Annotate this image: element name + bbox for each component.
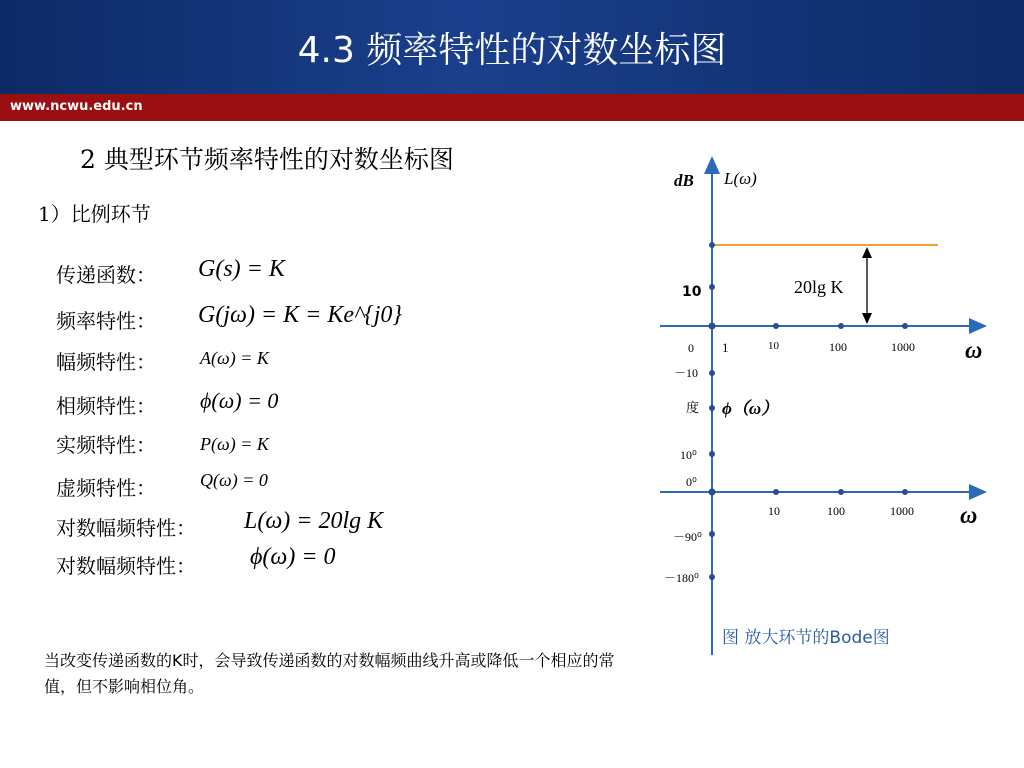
subsection-title: 1）比例环节 — [38, 202, 151, 226]
formula: Q(ω) = 0 — [200, 470, 268, 490]
data-point — [838, 489, 844, 495]
property-label: 对数幅频特性： — [56, 554, 196, 578]
property-label: 幅频特性： — [56, 350, 156, 374]
property-label: 对数幅频特性： — [56, 516, 196, 540]
formula: P(ω) = K — [200, 434, 269, 454]
tick-label: －180⁰ — [664, 571, 699, 585]
note-text: 当改变传递函数的K时，会导致传递函数的对数幅频曲线升高或降低一个相应的常值，但不影响相位角。 — [44, 651, 615, 696]
formula: A(ω) = K — [200, 348, 269, 368]
arrow-head-up — [862, 247, 872, 258]
property-label: 传递函数： — [56, 263, 156, 287]
property-label: 频率特性： — [56, 309, 156, 333]
tick-label: 1000 — [891, 340, 915, 354]
y-axis-label: L(ω) — [724, 169, 757, 188]
formula: L(ω) = 20lg K — [244, 508, 384, 534]
tick-label: 0 — [688, 341, 694, 355]
formula: ϕ(ω) = 0 — [200, 388, 279, 413]
slide-title: 4.3 频率特性的对数坐标图 — [297, 30, 727, 71]
data-point — [709, 242, 715, 248]
data-point — [773, 489, 779, 495]
tick-label: 10 — [768, 504, 780, 518]
tick-label: 10 — [682, 284, 702, 300]
site-url: www.ncwu.edu.cn — [10, 99, 143, 114]
data-point — [838, 323, 844, 329]
formula: G(jω) = K = Ke^{j0} — [198, 302, 402, 328]
data-point — [709, 284, 715, 290]
data-point — [709, 405, 715, 411]
data-point — [709, 531, 715, 537]
tick-label: 100 — [827, 504, 845, 518]
unit-label: 度 — [686, 401, 700, 416]
data-point — [709, 489, 716, 496]
data-point — [709, 451, 715, 457]
property-label: 实频特性： — [56, 433, 156, 457]
tick-label: －90⁰ — [673, 530, 702, 544]
tick-label: 10 — [768, 340, 779, 352]
data-point — [709, 370, 715, 376]
unit-label: dB — [674, 171, 694, 190]
y-axis-label: ϕ（ω） — [722, 399, 779, 418]
data-point — [902, 489, 908, 495]
section-title: 2 典型环节频率特性的对数坐标图 — [80, 145, 454, 174]
data-point — [709, 574, 715, 580]
property-label: 相频特性： — [56, 394, 156, 418]
tick-label: 0⁰ — [686, 475, 697, 489]
tick-label: 100 — [829, 340, 847, 354]
data-point — [773, 323, 779, 329]
tick-label: －10 — [674, 366, 699, 380]
property-label: 虚频特性： — [56, 476, 156, 500]
x-axis-label: ω — [965, 338, 983, 364]
x-axis-label: ω — [960, 503, 978, 529]
tick-label: 1 — [722, 340, 729, 355]
formula: ϕ(ω) = 0 — [250, 544, 336, 570]
tick-label: 1000 — [890, 504, 914, 518]
data-point — [709, 323, 716, 330]
arrow-head-down — [862, 313, 872, 324]
data-point — [902, 323, 908, 329]
figure-caption: 图 放大环节的Bode图 — [722, 628, 890, 648]
tick-label: 10⁰ — [680, 448, 697, 462]
formula: G(s) = K — [198, 256, 285, 282]
annotation-20lgK: 20lg K — [794, 277, 844, 297]
